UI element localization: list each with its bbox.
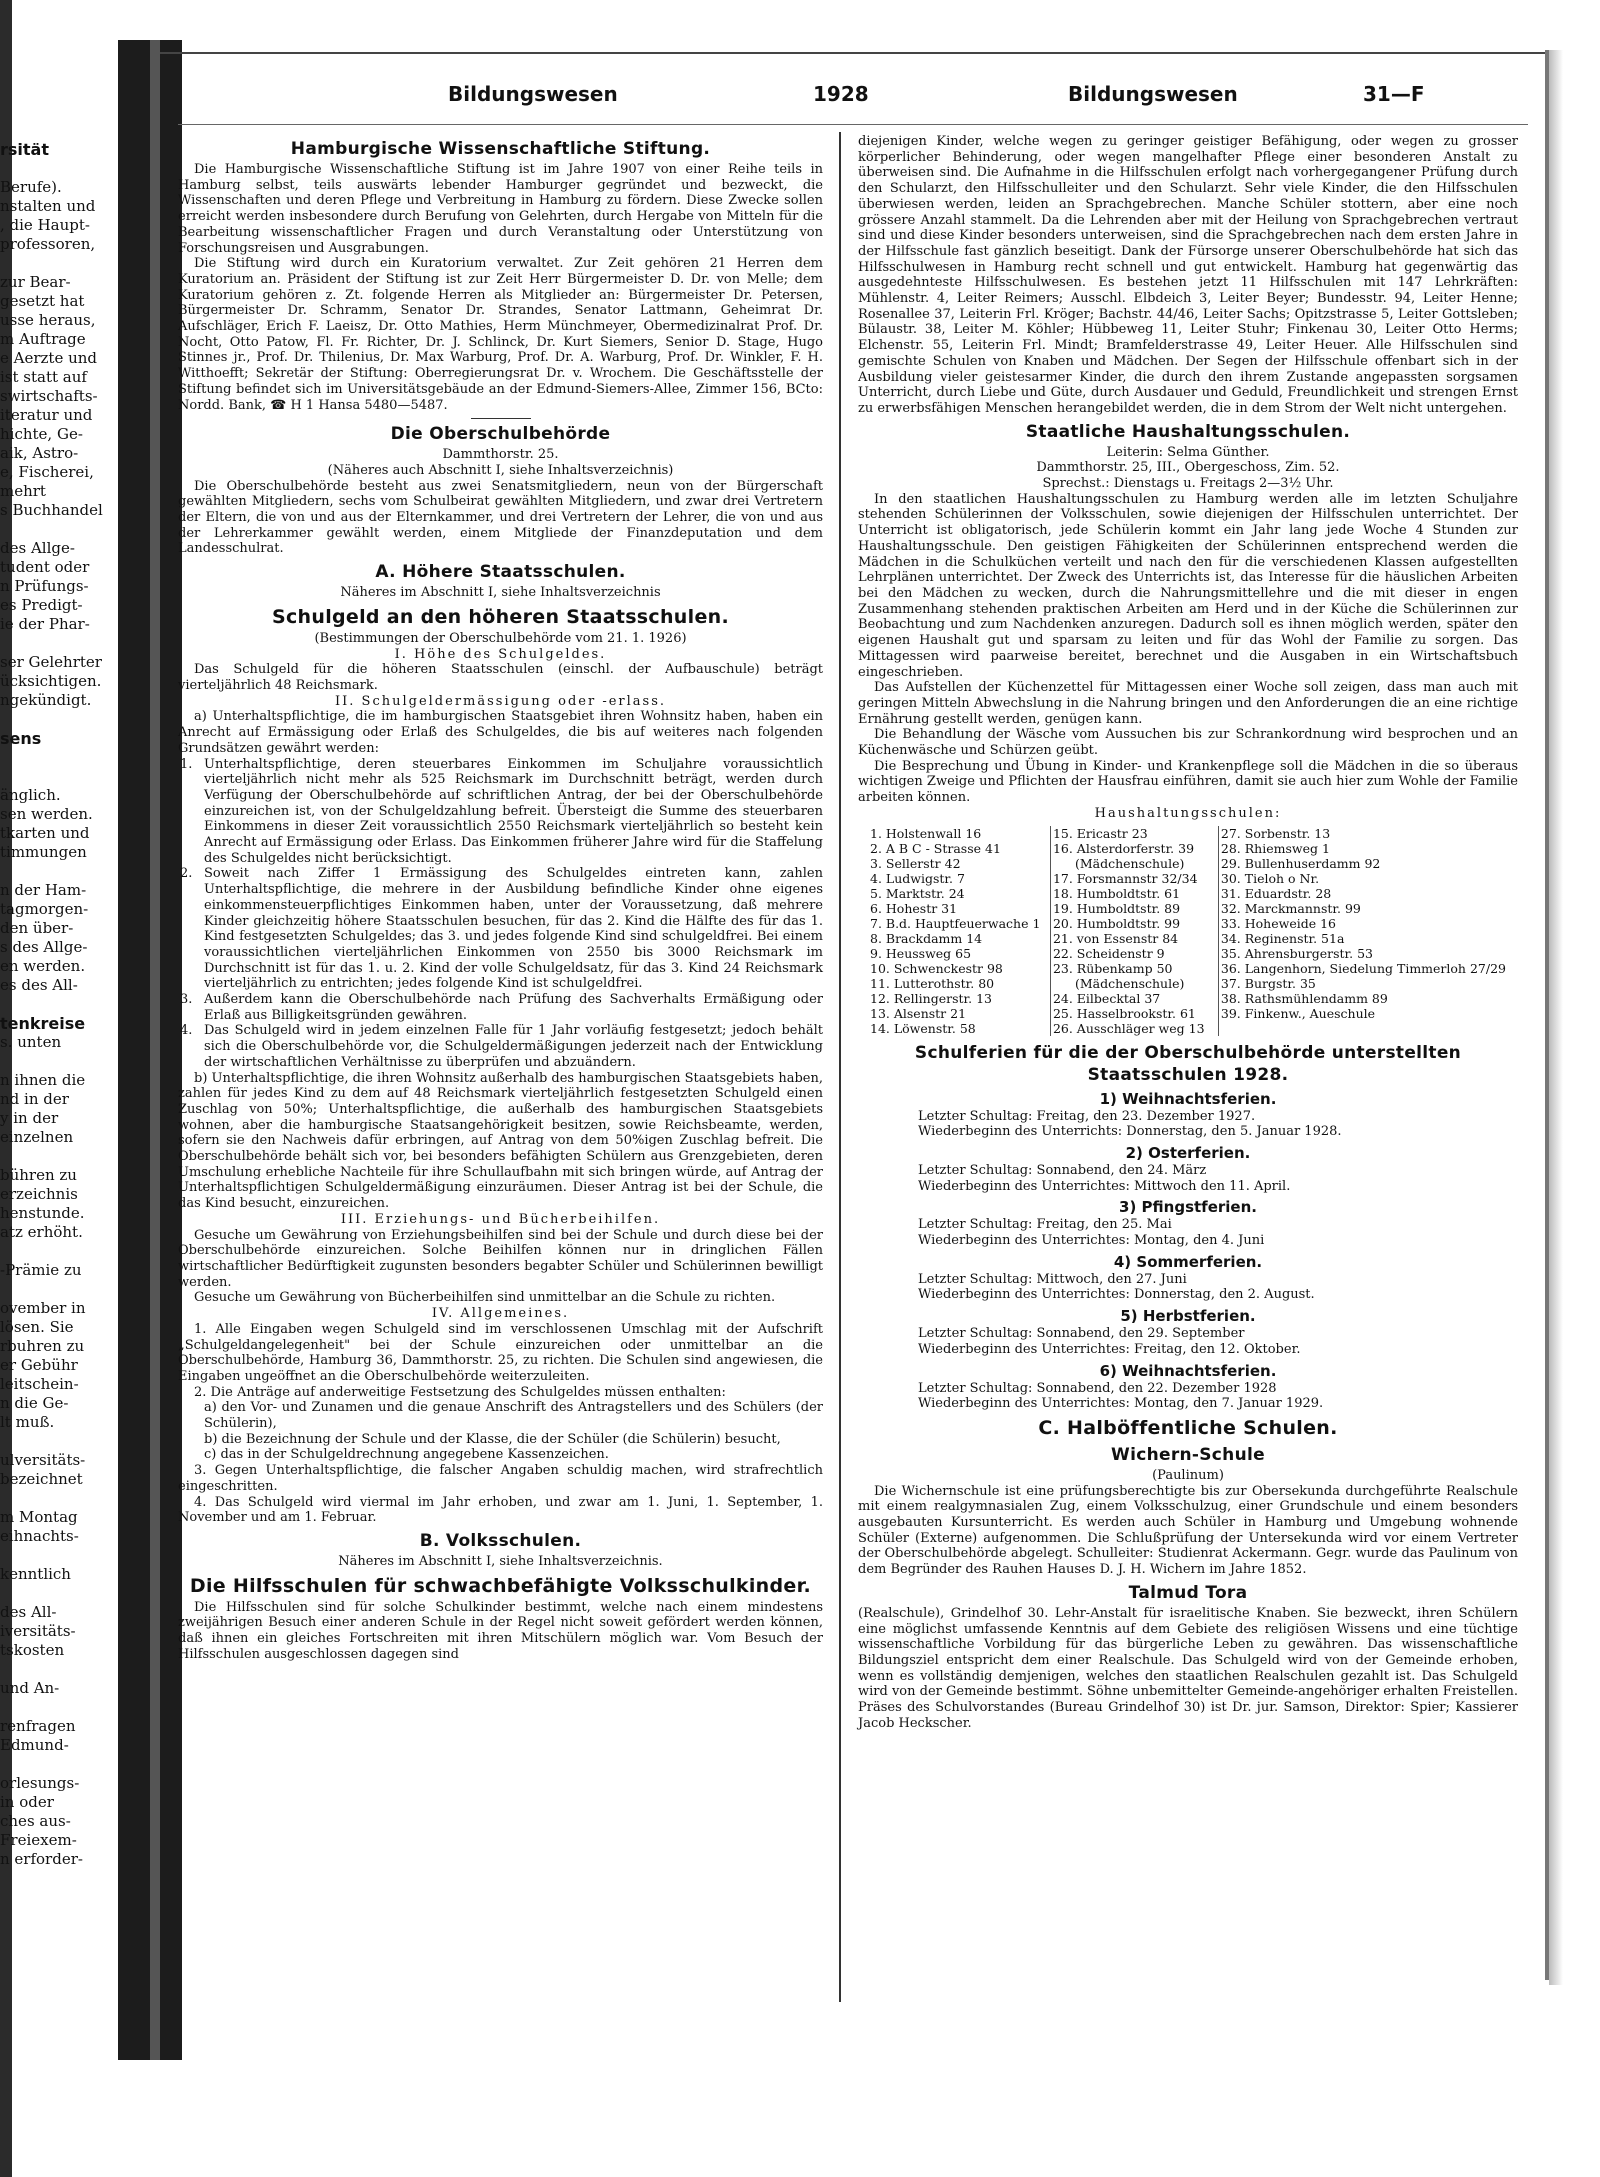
fragment-line: y in der (0, 1109, 59, 1127)
fragment-line: n Prüfungs- (0, 577, 89, 595)
holiday-heading: 5) Herbstferien. (1120, 1307, 1256, 1326)
fragment-line: s des Allge- (0, 938, 88, 956)
fragment-gap (0, 1280, 110, 1299)
subtitle: (Paulinum) (1152, 1467, 1224, 1483)
fragment-line: henstunde. (0, 1204, 85, 1222)
school-entry: 37. Burgstr. 35 (1220, 975, 1316, 991)
list-item (178, 866, 823, 992)
fragment-gap (0, 862, 110, 881)
book-gutter-fold (150, 40, 160, 2060)
school-entry: 25. Hasselbrookstr. 61 (1052, 1005, 1196, 1021)
subsection-heading: I. Höhe des Schulgeldes. (394, 646, 607, 662)
running-head (178, 82, 1538, 118)
oberschulbehoerde-paragraph: Die Oberschulbehörde besteht aus zwei Senatsmitgliedern, neun von der Bürgerschaft gewählten Mitgliedern, sechs vom Schulbeirat gewählten Mitgliedern, und zwar drei Vertretern der Eltern, die von und aus der Elternkammer, und drei Vertretern der Lehrer, die von und aus der Lehrerkammer gewählt werden, einem Mitgliede der Finanzdeputation und dem Landesschulrat. (178, 478, 823, 557)
fragment-line: es des All- (0, 976, 78, 994)
page-right-shadow (1549, 50, 1563, 1985)
fragment-line: aik, Astro- (0, 444, 79, 462)
school-entry: 36. Langenhorn, Siedelung Timmerloh 27/29 (1220, 960, 1506, 976)
school-restart: Wiederbeginn des Unterrichtes: Donnerstag, den 2. August. (918, 1287, 1315, 1303)
fragment-gap (0, 1584, 110, 1603)
fragment-line: iversitäts- (0, 1622, 76, 1640)
fragment-line: eihnachts- (0, 1527, 79, 1545)
paragraph: Die Wichernschule ist eine prüfungsberechtigte bis zur Obersekunda durchgeführte Realschule mit einem realgymnasialen Zug, einem Volksschulzug, einer Grundschule und einem besonders ausgebauten Kursunterricht. Es werden auch Schüler in Hamburg und Umgebung wohnende Schüler (Externe) aufgenommen. Die Schlußprüfung der Untersekunda wird vor einem Vertreter der Oberschulbehörde abgelegt. Schulleiter: Studienrat Ackermann. Gegr. wurde das Paulinum von dem Begründer des Rauhen Hauses D. J. H. Wichern im Jahre 1852. (858, 1483, 1518, 1578)
school-entry: 8. Brackdamm 14 (870, 930, 983, 946)
numbered-list (178, 757, 823, 1071)
fragment-line: tagmorgen- (0, 900, 89, 918)
section-title-talmud: Talmud Tora (1128, 1582, 1248, 1603)
fragment-line: n die Ge- (0, 1394, 69, 1412)
fragment-gap (0, 254, 110, 273)
school-list-table (868, 826, 1508, 1036)
item-number: 1. (180, 756, 193, 772)
fragment-line: orlesungs- (0, 1774, 80, 1792)
holiday-heading: 1) Weihnachtsferien. (1099, 1089, 1277, 1108)
fragment-line: m Auftrage (0, 330, 86, 348)
school-entry: 10. Schwenckestr 98 (870, 960, 1003, 976)
school-column (868, 826, 1050, 1036)
fragment-line: Freiexem- (0, 1831, 77, 1849)
school-entry: (Mädchenschule) (1074, 855, 1185, 871)
fragment-line: m Montag (0, 1508, 78, 1526)
subsection-heading: II. Schulgeldermässigung oder -erlass. (335, 693, 666, 709)
office-hours: Sprechst.: Dienstags u. Freitags 2—3½ Uhr. (1042, 476, 1334, 492)
school-column (1218, 826, 1508, 1036)
section-title-volksschulen: B. Volksschulen. (419, 1530, 582, 1551)
list-item: a) den Vor- und Zunamen und die genaue Anschrift des Antragstellers und des Schülers (der Schülerin), (204, 1400, 823, 1432)
school-entry: 17. Forsmannstr 32/34 (1052, 870, 1198, 886)
fragment-line: lösen. Sie (0, 1318, 74, 1336)
fragment-line: s Buchhandel (0, 501, 103, 519)
fragment-line: e, Fischerei, (0, 463, 94, 481)
last-school-day: Letzter Schultag: Sonnabend, den 24. März (918, 1162, 1207, 1178)
school-entry: 24. Eilbecktal 37 (1052, 990, 1161, 1006)
fragment-line: swirtschafts- (0, 387, 98, 405)
fragment-gap (0, 1546, 110, 1565)
stiftung-paragraph: Die Hamburgische Wissenschaftliche Stiftung ist im Jahre 1907 von einer Reihe teils in Hamburg selbst, teils auswärts lebender Hamburger gegründet und bezweckt, die Wissenschaften und deren Pflege und Verbreitung in Hamburg zu fördern. Diese Zwecke sollen erreicht werden insbesondere durch Berufung von Gelehrten, durch Hergabe von Mitteln für die Bearbeitung wissenschaftlicher Fragen und durch Veranstaltung oder Unterstützung von Forschungsreisen und Ausgrabungen. (178, 162, 823, 256)
fragment-line: leitschein- (0, 1375, 79, 1393)
fragment-line: hichte, Ge- (0, 425, 83, 443)
paragraph: 4. Das Schulgeld wird viermal im Jahr erhoben, und zwar am 1. Juni, 1. September, 1. November und am 1. Februar. (178, 1494, 823, 1526)
section-title-oberschulbehoerde: Die Oberschulbehörde (390, 424, 611, 445)
paragraph: In den staatlichen Haushaltungsschulen zu Hamburg werden alle im letzten Schuljahre stehenden Schülerinnen der Volksschulen, sowie diejenigen der Hilfsschulen unterrichtet. Der Unterricht ist obligatorisch, jede Schülerin kommt ein Jahr lang jede Woche 4 Stunden zur Haushaltungsschule. Den geistigen Fähigkeiten der Schülerinnen entsprechend werden die Mädchen in die Schulküchen verteilt und nach den für die verschiedenen Klassen aufgestellten Lehrplänen unterrichtet. Der Zweck des Unterrichts ist, das Interesse für die häuslichen Arbeiten bei den Mädchen zu wecken, durch die Nahrungsmittellehre und die mit dieser in engen Zusammenhang stehenden praktischen Arbeiten am Herd und in der Küche die Schülerinnen zur Beobachtung und zum Nachdenken anzuregen. Dadurch soll es ihnen möglich werden, später den eigenen Haushalt gut und sparsam zu leiten und für das Wohl der Familie zu sorgen. Das Mittagessen wird paarweise bereitet, berechnet und die Ausgaben in ein Wirtschaftsbuch eingeschrieben. (858, 491, 1518, 680)
school-entry: 38. Rathsmühlendamm 89 (1220, 990, 1388, 1006)
school-entry: 1. Holstenwall 16 (870, 825, 982, 841)
left-column (178, 134, 823, 1662)
school-entry: 6. Hohestr 31 (870, 900, 958, 916)
fragment-line: ücksichtigen. (0, 672, 102, 690)
fragment-line: s. unten (0, 1033, 62, 1051)
item-text: Soweit nach Ziffer 1 Ermässigung des Schulgeldes eintreten kann, zahlen Unterhaltspflichtige, die mehrere in der Ausbildung befindliche Kinder ohne eigenes einkommensteuerpflichtiges Einkommen haben, unter der Voraussetzung, daß mehrere Kinder gleichzeitig höhere Staatsschulen besuchen, für das 2. Kind die Hälfte des für das 1. Kind festgesetzten Schulgeldes; das 3. und jedes folgende Kind sind schulgeldfrei. Bei einem voraussichtlichen vierteljährlichen Einkommen von 2550 bis 3000 Reichsmark im Durchschnitt ist für das 1. u. 2. Kind der volle Schulgeldsatz, für das 3. Kind 24 Reichsmark vierteljährlich zu entrichten; jedes folgende Kind ist schulgeldfrei. (204, 866, 823, 992)
school-restart: Wiederbeginn des Unterrichtes: Freitag, den 12. Oktober. (918, 1341, 1301, 1357)
item-text: Außerdem kann die Oberschulbehörde nach Prüfung des Sachverhalts Ermäßigung oder Erlaß aus Billigkeitsgründen gewähren. (204, 992, 823, 1023)
paragraph: 1. Alle Eingaben wegen Schulgeld sind im verschlossenen Umschlag mit der Aufschrift „Schulgeldangelegenheit" bei der Schule einzureichen oder unmittelbar an die Oberschulbehörde, Hamburg 36, Dammthorstr. 25, zu richten. Die Schulen sind angewiesen, die Eingaben ungeöffnet an die Oberschulbehörde weiterzuleiten. (178, 1321, 823, 1384)
fragment-line: bühren zu (0, 1166, 77, 1184)
item-number: 2. (180, 866, 193, 882)
school-entry: (Mädchenschule) (1074, 975, 1185, 991)
section-title-haushaltung: Staatliche Haushaltungsschulen. (1025, 421, 1351, 442)
school-entry: 22. Scheidenstr 9 (1052, 945, 1165, 961)
item-text: Unterhaltspflichtige, deren steuerbares Einkommen im Schuljahre voraussichtlich vierteljährlich nicht mehr als 525 Reichsmark im Durchschnitt beträgt, werden durch Verfügung der Oberschulbehörde auf schriftlichen Antrag, der bei der Oberschulbehörde einzureichen ist, von der Schulgeldzahlung befreit. Übersteigt die Summe des steuerbaren Einkommens in dieser Zeit voraussichtlich 2550 Reichsmark vierteljährlich so besteht kein Anrecht auf Ermässigung oder Erlass. Das Einkommen früherer Jahre wird für die Staffelung des Schulgeldes nicht berücksichtigt. (204, 756, 823, 866)
fragment-line: mehrt (0, 482, 46, 500)
school-entry: 34. Reginenstr. 51a (1220, 930, 1345, 946)
holiday-heading: 3) Pfingstferien. (1119, 1198, 1257, 1217)
fragment-gap (0, 1052, 110, 1071)
list-heading: Haushaltungsschulen: (1094, 805, 1282, 821)
previous-page-fragment (0, 140, 110, 1990)
fragment-gap (0, 520, 110, 539)
school-entry: 21. von Essenstr 84 (1052, 930, 1179, 946)
last-school-day: Letzter Schultag: Sonnabend, den 22. Dezember 1928 (918, 1380, 1277, 1396)
paragraph: Das Aufstellen der Küchenzettel für Mittagessen einer Woche soll zeigen, dass man auch mit geringen Mitteln Abwechslung in die Nahrung bringen und den Anforderungen die an eine richtige Ernährung gestellt werden, genügen kann. (858, 680, 1518, 727)
section-title-wichern: Wichern-Schule (1111, 1444, 1265, 1465)
paragraph: Die Hilfsschulen sind für solche Schulkinder bestimmt, welche nach einem mindestens zweijährigen Besuch einer anderen Schule in der Regel nicht soweit gefördert werden können, daß ihnen ein gleiches Fortschreiten mit ihren Mitschülern möglich war. Vom Besuch der Hilfsschulen ausgeschlossen dagegen sind (178, 1599, 823, 1662)
holiday-heading: 6) Weihnachtsferien. (1099, 1361, 1277, 1380)
fragment-line: Edmund- (0, 1736, 69, 1754)
school-restart: Wiederbeginn des Unterrichtes: Montag, den 7. Januar 1929. (918, 1396, 1324, 1412)
school-entry: 30. Tieloh o Nr. (1220, 870, 1320, 886)
fragment-line: n der Ham- (0, 881, 87, 899)
lettered-list (178, 1400, 823, 1463)
last-school-day: Letzter Schultag: Sonnabend, den 29. September (918, 1326, 1245, 1342)
section-title-hilfsschulen: Die Hilfsschulen für schwachbefähigte Volksschulkinder. (189, 1574, 812, 1597)
paragraph: Die Besprechung und Übung in Kinder- und Krankenpflege soll die Mädchen in die so überaus wichtigen Zweige und Pflichten der Hausfrau einführen, damit sie auch hier zum Wohle der Familie arbeiten können. (858, 758, 1518, 806)
fragment-gap (0, 1147, 110, 1166)
fragment-line: tskosten (0, 1641, 65, 1659)
fragment-line: , die Haupt- (0, 216, 90, 234)
school-entry: 7. B.d. Hauptfeuerwache 1 (870, 915, 1041, 931)
fragment-line: n ihnen die (0, 1071, 86, 1089)
fragment-line: rsität (0, 140, 49, 159)
fragment-line: n erforder- (0, 1850, 83, 1868)
school-restart: Wiederbeginn des Unterrichts: Donnerstag, den 5. Januar 1928. (918, 1124, 1342, 1140)
fragment-line: er Gebühr (0, 1356, 78, 1374)
last-school-day: Letzter Schultag: Freitag, den 23. Dezember 1927. (918, 1108, 1256, 1124)
school-entry: 19. Humboldtstr. 89 (1052, 900, 1181, 916)
fragment-line: -Prämie zu (0, 1261, 82, 1279)
section-title-schulferien: Schulferien für die der Oberschulbehörde unterstellten Staatsschulen 1928. (914, 1042, 1462, 1085)
list-item: b) die Bezeichnung der Schule und der Klasse, die der Schüler (die Schülerin) besucht, (204, 1431, 781, 1447)
column-divider (839, 132, 841, 2002)
subsection-heading: III. Erziehungs- und Bücherbeihilfen. (340, 1211, 661, 1227)
newspaper-page (178, 72, 1538, 1972)
section-divider (471, 418, 531, 419)
section-title-hoehere: A. Höhere Staatsschulen. (375, 562, 626, 583)
paragraph: b) Unterhaltspflichtige, die ihren Wohnsitz außerhalb des hamburgischen Staatsgebiets haben, zahlen für jedes Kind zu dem auf 48 Reichsmark vierteljährlich festgesetzten Schulgeld einen Zuschlag von 50%; Unterhaltspflichtige, die außerhalb des hamburgischen Staatsgebiets wohnen, aber die hamburgische Staatsangehörigkeit besitzen, sowie Reichsbeamte, werden, sofern sie den Nachweis dafür erbringen, auf Antrag von dem 50%igen Zuschlag befreit. Die Oberschulbehörde behält sich vor, bei besonders befähigten Schülern aus Grenzgebieten, deren Umschulung erhebliche Nachteile für ihre Schullaufbahn mit sich bringen würde, auf Antrag der Unterhaltspflichtigen Schulgeldermäßigung einzuräumen. Dieser Antrag ist bei der Schule, die das Kind besucht, einzureichen. (178, 1070, 823, 1212)
fragment-line: nstalten und (0, 197, 96, 215)
fragment-line: ulversitäts- (0, 1451, 86, 1469)
school-entry: 28. Rhiemsweg 1 (1220, 840, 1330, 856)
school-entry: 12. Rellingerstr. 13 (870, 990, 992, 1006)
last-school-day: Letzter Schultag: Mittwoch, den 27. Juni (918, 1271, 1187, 1287)
list-item (178, 757, 823, 867)
list-item: c) das in der Schulgeldrechnung angegebene Kassenzeichen. (204, 1447, 609, 1463)
school-entry: 18. Humboldtstr. 61 (1052, 885, 1181, 901)
fragment-line: lt muß. (0, 1413, 55, 1431)
page-top-edge (160, 52, 1550, 54)
fragment-gap (0, 634, 110, 653)
reference-note: Näheres im Abschnitt I, siehe Inhaltsverzeichnis. (338, 1553, 663, 1569)
section-title-schulgeld: Schulgeld an den höheren Staatsschulen. (272, 605, 729, 628)
paragraph: 2. Die Anträge auf anderweitige Festsetzung des Schulgeldes müssen enthalten: (194, 1384, 726, 1400)
running-head-right: Bildungswesen (1068, 82, 1238, 106)
fragment-gap (0, 710, 110, 729)
paragraph: Das Schulgeld für die höheren Staatsschulen (einschl. der Aufbauschule) beträgt vierteljährlich 48 Reichsmark. (178, 662, 823, 693)
fragment-line: ist statt auf (0, 368, 87, 386)
school-entry: 31. Eduardstr. 28 (1220, 885, 1332, 901)
holiday-list (858, 1089, 1518, 1412)
fragment-line: en werden. (0, 957, 86, 975)
school-entry: 23. Rübenkamp 50 (1052, 960, 1173, 976)
fragment-line: des Allge- (0, 539, 75, 557)
holiday-heading: 2) Osterferien. (1125, 1143, 1251, 1162)
fragment-gap (0, 1660, 110, 1679)
address: Dammthorstr. 25. (442, 447, 559, 463)
fragment-line: nd in der (0, 1090, 69, 1108)
list-item (178, 1023, 823, 1070)
header-rule (178, 124, 1528, 125)
fragment-line: ser Gelehrter (0, 653, 102, 671)
school-entry: 29. Bullenhuserdamm 92 (1220, 855, 1381, 871)
fragment-gap (0, 748, 110, 767)
school-entry: 4. Ludwigstr. 7 (870, 870, 965, 886)
item-number: 3. (180, 992, 193, 1008)
fragment-gap (0, 995, 110, 1014)
item-text: Das Schulgeld wird in jedem einzelnen Falle für 1 Jahr vorläufig festgesetzt; jedoch behält sich die Oberschulbehörde vor, die Schulgeldermäßigungen jederzeit nach der Entwicklung der wirtschaftlichen Verhältnisse zu überprüfen und abzuändern. (204, 1023, 823, 1070)
fragment-line: ches aus- (0, 1812, 71, 1830)
school-entry: 11. Lutterothstr. 80 (870, 975, 995, 991)
fragment-line: ovember in (0, 1299, 86, 1317)
stiftung-paragraph: Die Stiftung wird durch ein Kuratorium verwaltet. Zur Zeit gehören 21 Herren dem Kuratorium an. Präsident der Stiftung ist zur Zeit Herr Bürgermeister D. Dr. von Melle; dem Kuratorium gehören z. Zt. folgende Herren als Mitglieder an: Bürgermeister Dr. Petersen, Bürgermeister Dr. Schramm, Senator Dr. Strandes, Senator Lattmann, Geheimrat Dr. Aufschläger, Erich F. Laeisz, Dr. Otto Mathies, Herm Münchmeyer, Obermedizinalrat Prof. Dr. Nocht, Otto Patow, Fl. Fr. Richter, Dr. J. Schlinck, Dr. Kurt Siemers, Senior D. Stage, Hugo Stinnes jr., Prof. Dr. Thilenius, Dr. Max Warburg, Prof. Dr. A. Warburg, Prof. Dr. Winkler, F. H. Witthoefft; Sekretär der Stiftung: Oberregierungsrat Dr. v. Wrochem. Die Geschäftsstelle der Stiftung befindet sich im Universitätsgebäude an der Edmund-Siemers-Allee, Zimmer 156, BCto: Nordd. Bank, ☎ H 1 Hansa 5480—5487. (178, 256, 823, 413)
fragment-gap (0, 1489, 110, 1508)
address: Dammthorstr. 25, III., Obergeschoss, Zim. 52. (1036, 460, 1340, 476)
paragraph: 3. Gegen Unterhaltspflichtige, die falscher Angaben schuldig machen, wird strafrechtlich eingeschritten. (178, 1463, 823, 1494)
fragment-gap (0, 159, 110, 178)
school-entry: 9. Heussweg 65 (870, 945, 972, 961)
fragment-line: ngekündigt. (0, 691, 92, 709)
fragment-line: tenkreise (0, 1014, 86, 1033)
fragment-gap (0, 1242, 110, 1261)
fragment-line: usse heraus, (0, 311, 96, 329)
fragment-line: timmungen (0, 843, 87, 861)
fragment-line: sen werden. (0, 805, 93, 823)
fragment-line: erzeichnis (0, 1185, 78, 1203)
fragment-line: in oder (0, 1793, 54, 1811)
fragment-line: tudent oder (0, 558, 90, 576)
school-entry: 15. Ericastr 23 (1052, 825, 1148, 841)
reference-note: (Näheres auch Abschnitt I, siehe Inhaltsverzeichnis) (327, 462, 674, 478)
fragment-line: gesetzt hat (0, 292, 85, 310)
fragment-line: atz erhöht. (0, 1223, 83, 1241)
school-entry: 39. Finkenw., Aueschule (1220, 1005, 1376, 1021)
school-restart: Wiederbeginn des Unterrichtes: Mittwoch den 11. April. (918, 1178, 1291, 1194)
fragment-line: e Aerzte und (0, 349, 98, 367)
paragraph: diejenigen Kinder, welche wegen zu geringer geistiger Befähigung, oder wegen zu grosser körperlicher Behinderung, oder wegen mangelhafter Pflege einer besonderen Anstalt zu überweisen sind. Die Aufnahme in die Hilfsschulen erfolgt nach vorhergegangener Prüfung durch den Schularzt, den Hilfsschulleiter und den Schularzt. Sehr viele Kinder, die den Hilfsschulen überwiesen werden, leiden an Sprachgebrechen. Manche Schüler stottern, aber eine noch grössere Anzahl stammelt. Da die Lehrenden aber mit der Heilung von Sprachgebrechen vertraut sind und diese Kinder besonders unterweisen, sind die Sprachgebrechen nach dem ersten Jahre in der Hilfsschule fast gänzlich beseitigt. Dank der Fürsorge unserer Oberschulbehörde hat sich das Hilfsschulwesen in Hamburg recht schnell und gut entwickelt. Hamburg hat gegenwärtig das ausgedehnteste Hilfsschulwesen. Es bestehen jetzt 11 Hilfsschulen mit 147 Lehrkräften: Mühlenstr. 4, Leiter Reimers; Ausschl. Elbdeich 3, Leiter Beyer; Bundesstr. 94, Leiter Henne; Rosenallee 37, Leiterin Frl. Kröger; Bachstr. 44/46, Leiter Sachs; Opitzstrasse 5, Leiter Gottsleben; Bülaustr. 38, Leiter M. Köhler; Hübbeweg 11, Leiter Stuhr; Finkenau 30, Leiter Otto Herms; Elchenstr. 55, Leiterin Frl. Mindt; Bramfelderstrasse 49, Leiter Heuer. Alle Hilfsschulen sind gemischte Schulen von Knaben und Mädchen. Der Segen der Hilfsschule offenbart sich in der Ausbildung vieler geistesarmer Kinder, die durch den ihrem Zustande angepassten sorgsamen Unterricht, durch Liebe und Güte, durch Ausdauer und Geduld, Freundlichkeit und strengen Ernst zu erwerbsfähigen Menschen herangebildet werden, die in dem Strom der Welt nicht untergehen. (858, 134, 1518, 416)
school-entry: 20. Humboldtstr. 99 (1052, 915, 1181, 931)
section-title-stiftung: Hamburgische Wissenschaftliche Stiftung. (290, 139, 711, 159)
paragraph: Gesuche um Gewährung von Erziehungsbeihilfen sind bei der Schule und durch diese bei der Oberschulbehörde einzureichen. Solche Beihilfen können nur in dringlichen Fällen wirtschaftlicher Bedürftigkeit zugunsten besonders begabter Schüler und Schülerinnen bewilligt werden. (178, 1227, 823, 1290)
fragment-line: ie der Phar- (0, 615, 90, 633)
school-entry: 16. Alsterdorferstr. 39 (1052, 840, 1195, 856)
item-number: 4. (180, 1023, 193, 1039)
school-entry: 26. Ausschläger weg 13 (1052, 1020, 1205, 1036)
fragment-gap (0, 1698, 110, 1717)
fragment-line: tkarten und (0, 824, 90, 842)
school-column (1050, 826, 1218, 1036)
fragment-line: einzelnen (0, 1128, 74, 1146)
fragment-gap (0, 1755, 110, 1774)
paragraph: Die Behandlung der Wäsche vom Aussuchen bis zur Schrankordnung wird besprochen und an Küchenwäsche und Schürzen geübt. (858, 727, 1518, 759)
school-entry: 35. Ahrensburgerstr. 53 (1220, 945, 1373, 961)
school-entry: 32. Marckmannstr. 99 (1220, 900, 1361, 916)
fragment-line: und An- (0, 1679, 60, 1697)
school-entry: 27. Sorbenstr. 13 (1220, 825, 1331, 841)
fragment-gap (0, 1432, 110, 1451)
fragment-line: es Predigt- (0, 596, 83, 614)
leiterin: Leiterin: Selma Günther. (1106, 444, 1270, 460)
fragment-line: iteratur und (0, 406, 93, 424)
section-title-halboeffentlich: C. Halböffentliche Schulen. (1038, 1416, 1338, 1439)
right-column (858, 134, 1518, 1732)
school-entry: 2. A B C - Strasse 41 (870, 840, 1001, 856)
fragment-line: renfragen (0, 1717, 76, 1735)
school-entry: 33. Hoheweide 16 (1220, 915, 1337, 931)
paragraph: (Realschule), Grindelhof 30. Lehr-Anstalt für israelitische Knaben. Sie bezweckt, ihren Schülern eine möglichst umfassende Kenntnis auf dem Gebiete des religiösen Wissens und eine tüchtige wissenschaftliche Vorbildung für das bürgerliche Leben zu gewähren. Das wissenschaftliche Bildungsziel entspricht dem einer Realschule. Das Schulgeld wird von der Gemeinde erhoben, wenn es vollständig demjenigen, welches den staatlichen Realschulen gezahlt ist. Das Schulgeld wird von der Gemeinde bestimmt. Söhne unbemittelter Gemeinde-angehöriger erhalten Freistellen. Präses des Schulvorstandes (Bureau Grindelhof 30) ist Dr. jur. Samson, Direktor: Spier; Kassierer Jacob Heckscher. (858, 1605, 1518, 1731)
last-school-day: Letzter Schultag: Freitag, den 25. Mai (918, 1217, 1172, 1233)
page-number: 31—F (1363, 82, 1425, 106)
holiday-heading: 4) Sommerferien. (1113, 1252, 1263, 1271)
fragment-line: bezeichnet (0, 1470, 83, 1488)
fragment-line: professoren, (0, 235, 96, 253)
fragment-gap (0, 767, 110, 786)
subtitle: (Bestimmungen der Oberschulbehörde vom 21. 1. 1926) (314, 630, 687, 646)
fragment-line: änglich. (0, 786, 61, 804)
running-head-year: 1928 (813, 82, 869, 106)
fragment-line: des All- (0, 1603, 57, 1621)
fragment-line: sens (0, 729, 42, 748)
fragment-line: den über- (0, 919, 74, 937)
fragment-line: kenntlich (0, 1565, 71, 1583)
school-entry: 14. Löwenstr. 58 (870, 1020, 976, 1036)
subsection-heading: IV. Allgemeines. (431, 1306, 570, 1322)
school-restart: Wiederbeginn des Unterrichtes: Montag, den 4. Juni (918, 1233, 1265, 1249)
fragment-line: rbuhren zu (0, 1337, 85, 1355)
paragraph: a) Unterhaltspflichtige, die im hamburgischen Staatsgebiet ihren Wohnsitz haben, haben ein Anrecht auf Ermässigung oder Erlaß des Schulgeldes, die bis auf weiteres nach folgenden Grundsätzen gewährt werden: (178, 709, 823, 756)
list-item (178, 992, 823, 1023)
school-entry: 13. Alsenstr 21 (870, 1005, 967, 1021)
school-entry: 5. Marktstr. 24 (870, 885, 965, 901)
fragment-line: Berufe). (0, 178, 62, 196)
running-head-left: Bildungswesen (448, 82, 618, 106)
paragraph: Gesuche um Gewährung von Bücherbeihilfen sind unmittelbar an die Schule zu richten. (194, 1290, 776, 1306)
reference-note: Näheres im Abschnitt I, siehe Inhaltsverzeichnis (340, 585, 661, 601)
school-entry: 3. Sellerstr 42 (870, 855, 961, 871)
fragment-line: zur Bear- (0, 273, 71, 291)
